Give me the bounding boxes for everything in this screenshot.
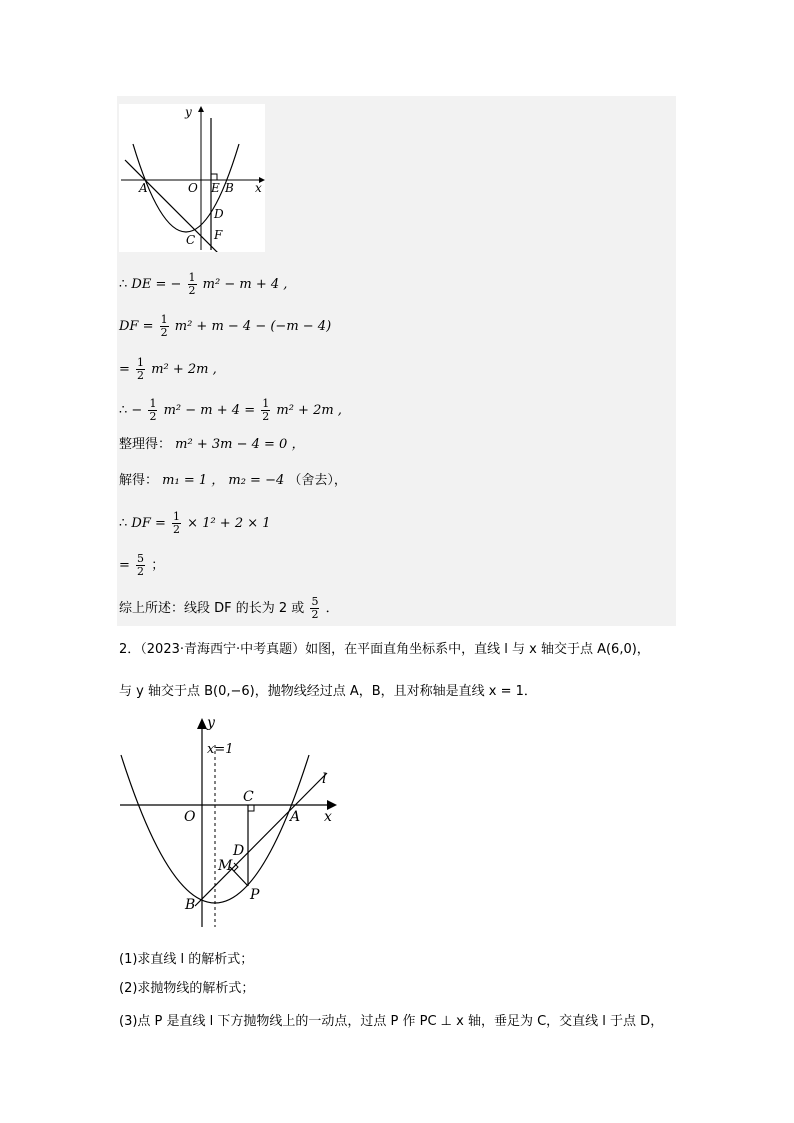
fraction-half: $\frac{1}{2}$ <box>262 397 270 423</box>
figure-2 <box>115 715 350 930</box>
solution-line-2: DF = $\frac{1}{2}$ m² + m − 4 − (−m − 4) <box>119 313 332 339</box>
right-angle-mark <box>211 174 217 180</box>
line-l <box>195 773 327 906</box>
question-1: (1)求直线 l 的解析式； <box>119 952 254 967</box>
label-f: F <box>214 228 223 242</box>
solution-line-9: 综上所述：线段 DF 的长为 2 或 $\frac{5}{2}$ ． <box>119 595 339 621</box>
label-e: E <box>211 181 220 195</box>
figure-2-graph <box>115 715 350 930</box>
label-a: A <box>290 809 301 825</box>
label-y: y <box>185 105 192 119</box>
solution-line-7: ∴ DF = $\frac{1}{2}$ × 1² + 2 × 1 <box>119 510 271 536</box>
fraction-half: $\frac{1}{2}$ <box>188 271 196 297</box>
label-b: B <box>225 181 234 195</box>
figure-1 <box>119 104 265 252</box>
fraction-half: $\frac{1}{2}$ <box>137 356 145 382</box>
question-2: (2)求抛物线的解析式； <box>119 981 255 996</box>
fraction-half: $\frac{1}{2}$ <box>149 397 157 423</box>
right-angle-c <box>248 805 254 811</box>
solution-line-8: = $\frac{5}{2}$ ； <box>119 552 165 578</box>
problem-2-line-1: 2．（2023·青海西宁·中考真题）如图，在平面直角坐标系中，直线 l 与 x 轴交于点 A(6,0)， <box>119 642 650 657</box>
fraction-five-halves: $\frac{5}{2}$ <box>137 552 145 578</box>
label-c: C <box>243 789 254 805</box>
segment-pm <box>230 867 248 886</box>
y-axis-arrow <box>198 106 204 112</box>
problem-2-line-2: 与 y 轴交于点 B(0,−6)，抛物线经过点 A，B，且对称轴是直线 x = 1． <box>119 684 537 699</box>
y-axis-arrow <box>197 718 207 729</box>
label-y: y <box>207 715 215 731</box>
label-b: B <box>185 897 196 913</box>
label-p: P <box>250 887 260 903</box>
solution-line-4: ∴ − $\frac{1}{2}$ m² − m + 4 = $\frac{1}{2}$ m² + 2m , <box>119 397 342 423</box>
label-o: O <box>184 809 196 825</box>
label-o: O <box>188 181 198 195</box>
label-m: M <box>218 858 233 874</box>
fraction-half: $\frac{1}{2}$ <box>160 313 168 339</box>
line-ac <box>125 160 219 252</box>
label-d: D <box>214 207 224 221</box>
fraction-half: $\frac{1}{2}$ <box>173 510 181 536</box>
solution-line-5: 整理得： m² + 3m − 4 = 0 ， <box>119 437 305 452</box>
label-a: A <box>139 181 148 195</box>
label-d: D <box>233 843 245 859</box>
label-c: C <box>186 233 196 247</box>
fraction-five-halves: $\frac{5}{2}$ <box>311 595 319 621</box>
solution-line-3: = $\frac{1}{2}$ m² + 2m , <box>119 356 217 382</box>
solution-line-6: 解得： m₁ = 1 ， m₂ = −4 （舍去）， <box>119 473 347 488</box>
question-3: (3)点 P 是直线 l 下方抛物线上的一动点，过点 P 作 PC ⊥ x 轴，垂足为 C，交直线 l 于点 D， <box>119 1014 664 1029</box>
label-x: x <box>324 809 332 825</box>
label-x: x <box>255 181 262 195</box>
figure-1-graph <box>119 104 265 252</box>
solution-line-1: ∴ DE = − $\frac{1}{2}$ m² − m + 4 , <box>119 271 288 297</box>
label-l: l <box>322 771 327 787</box>
label-x-equals-1: x=1 <box>207 742 234 757</box>
